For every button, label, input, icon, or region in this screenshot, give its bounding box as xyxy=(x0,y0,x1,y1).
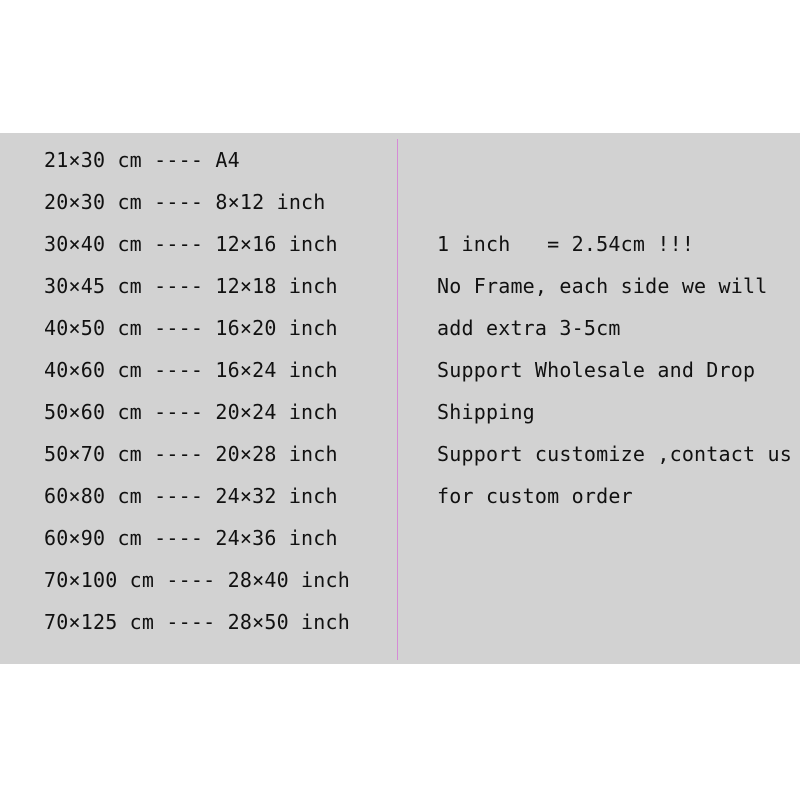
info-line: 1 inch = 2.54cm !!! xyxy=(437,232,695,256)
size-row: 50×60 cm ---- 20×24 inch xyxy=(44,400,338,424)
size-row: 30×40 cm ---- 12×16 inch xyxy=(44,232,338,256)
size-row: 50×70 cm ---- 20×28 inch xyxy=(44,442,338,466)
info-line: Support customize ,contact us xyxy=(437,442,792,466)
info-line: Shipping xyxy=(437,400,535,424)
info-line: No Frame, each side we will xyxy=(437,274,768,298)
size-row: 30×45 cm ---- 12×18 inch xyxy=(44,274,338,298)
info-line: Support Wholesale and Drop xyxy=(437,358,756,382)
size-row: 40×60 cm ---- 16×24 inch xyxy=(44,358,338,382)
size-row: 60×90 cm ---- 24×36 inch xyxy=(44,526,338,550)
column-divider xyxy=(397,139,398,660)
info-line: add extra 3-5cm xyxy=(437,316,621,340)
size-row: 70×125 cm ---- 28×50 inch xyxy=(44,610,351,634)
size-row: 21×30 cm ---- A4 xyxy=(44,148,240,172)
size-row: 70×100 cm ---- 28×40 inch xyxy=(44,568,351,592)
size-row: 40×50 cm ---- 16×20 inch xyxy=(44,316,338,340)
size-row: 60×80 cm ---- 24×32 inch xyxy=(44,484,338,508)
info-line: for custom order xyxy=(437,484,633,508)
size-row: 20×30 cm ---- 8×12 inch xyxy=(44,190,326,214)
